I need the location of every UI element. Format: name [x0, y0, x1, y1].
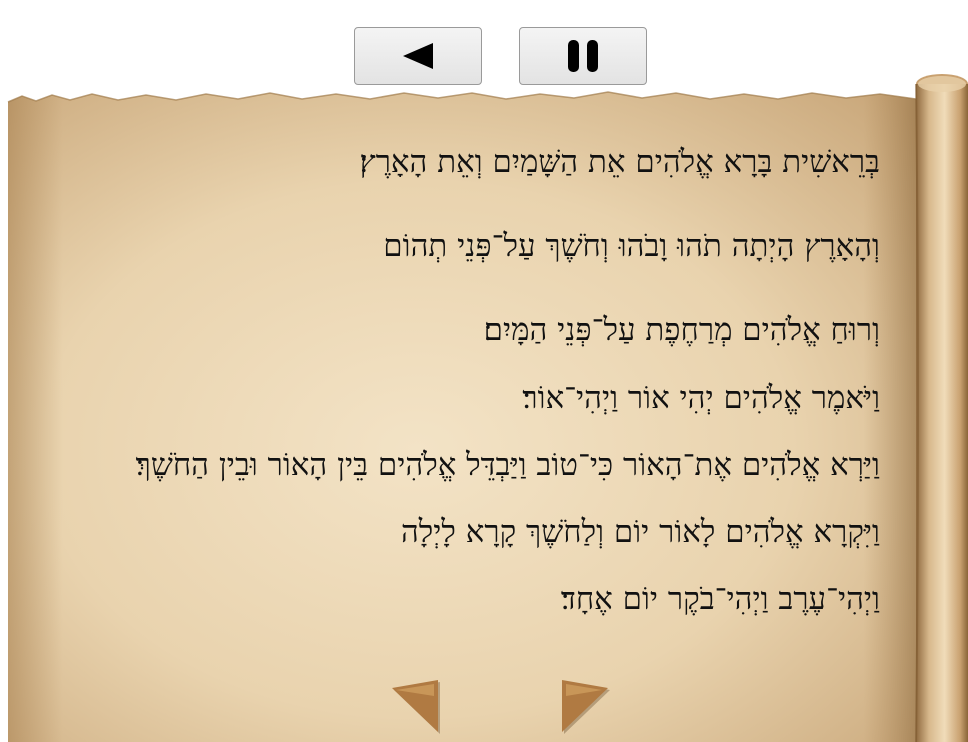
pause-icon — [566, 38, 600, 74]
scroll-roll — [916, 74, 968, 742]
previous-page-button[interactable] — [386, 678, 442, 734]
verse-5[interactable]: וַיַּרְא אֱלֹהִים אֶת־הָאוֹר כִּי־טוֹב וַיַּבְדֵּל אֱלֹהִים בֵּין הָאוֹר וּבֵין הַחֹשֶׁךְ׃ — [135, 447, 880, 483]
reverse-play-button[interactable] — [354, 27, 482, 85]
triangle-right-icon — [562, 680, 610, 734]
next-page-button[interactable] — [558, 678, 614, 734]
verse-7[interactable]: וַיְהִי־עֶרֶב וַיְהִי־בֹקֶר יוֹם אֶחָד׃ — [560, 581, 880, 617]
play-reverse-icon — [401, 41, 435, 71]
triangle-left-icon — [392, 680, 440, 734]
pause-button[interactable] — [519, 27, 647, 85]
verse-1[interactable]: בְּרֵאשִׁית בָּרָא אֱלֹהִים אֵת הַשָּׁמַיִם וְאֵת הָאָרֶץ׃ — [359, 144, 880, 180]
verse-6[interactable]: וַיִּקְרָא אֱלֹהִים לָאוֹר יוֹם וְלַחֹשֶׁךְ קָרָא לָיְלָה — [400, 514, 880, 550]
verse-3[interactable]: וְרוּחַ אֱלֹהִים מְרַחֶפֶת עַל־פְּנֵי הַמָּיִם׃ — [483, 312, 880, 348]
verse-2[interactable]: וְהָאָרֶץ הָיְתָה תֹהוּ וָבֹהוּ וְחֹשֶׁךְ עַל־פְּנֵי תְהוֹם — [383, 228, 880, 264]
verse-4[interactable]: וַיֹּאמֶר אֱלֹהִים יְהִי אוֹר וַיְהִי־אוֹר׃ — [522, 380, 880, 416]
